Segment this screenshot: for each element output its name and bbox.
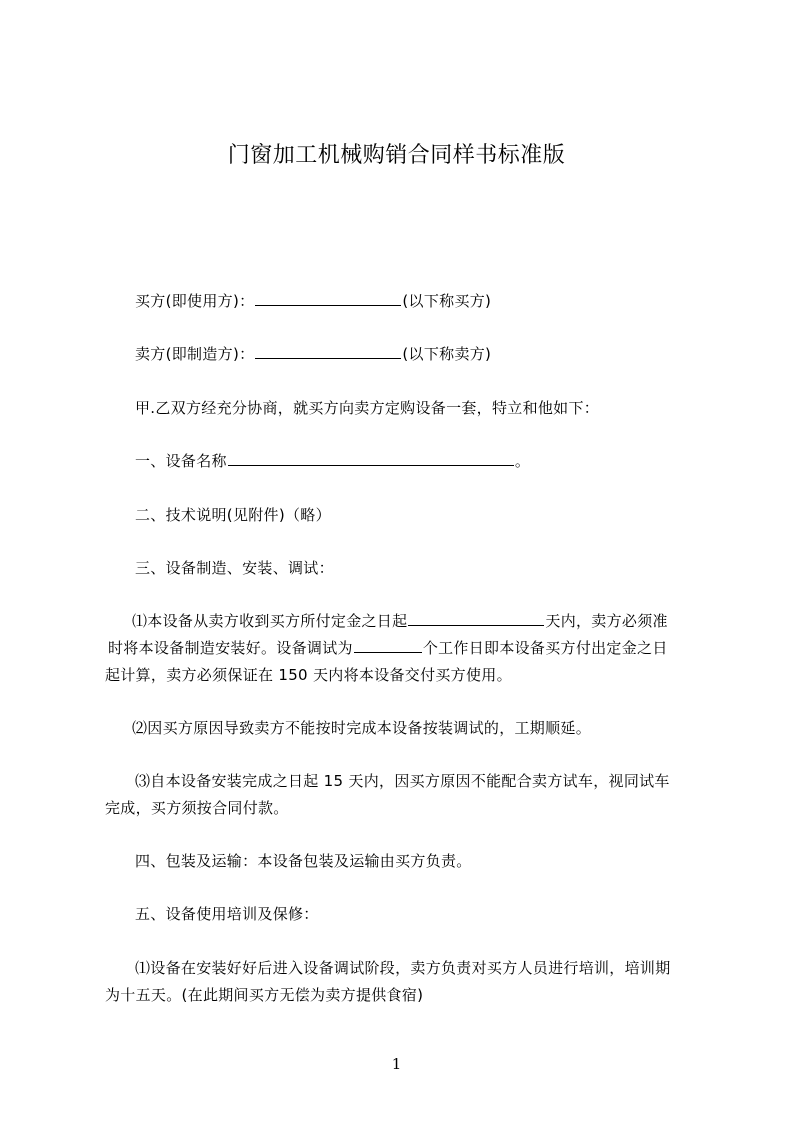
- clause-3-1-blank-workdays: [354, 635, 422, 653]
- clause-3-3-line-1: ⑶自本设备安装完成之日起 15 天内，因买方原因不能配合卖方试车，视同试车: [135, 772, 670, 790]
- clause-3-1-blank-days: [408, 608, 544, 626]
- item-1-line: [135, 448, 745, 475]
- seller-suffix: (以下称卖方): [402, 345, 492, 363]
- document-title: 门窗加工机械购销合同样书标准版: [227, 143, 566, 168]
- item-1-label: 一、设备名称: [135, 452, 227, 470]
- item-5-heading: 五、设备使用培训及保修：: [135, 905, 319, 923]
- clause-3-1-line-3: 起计算，卖方必须保证在 150 天内将本设备交付买方使用。: [105, 666, 512, 684]
- clause-3-3-line-2: 完成，买方须按合同付款。: [105, 799, 289, 817]
- clause-3-1-part-2: 天内，卖方必须准: [545, 612, 668, 630]
- clause-3-1-part-1: ⑴本设备从卖方收到买方所付定金之日起: [132, 612, 408, 630]
- clause-3-1-part-4: 个工作日即本设备买方付出定金之日: [422, 639, 668, 657]
- item-1-blank: [228, 448, 514, 466]
- item-3-heading: 三、设备制造、安装、调试：: [135, 559, 334, 577]
- clause-5-1-line-1: ⑴设备在安装好好后进入设备调试阶段，卖方负责对买方人员进行培训，培训期: [135, 959, 671, 977]
- seller-label: 卖方(即制造方)：: [135, 345, 255, 363]
- clause-3-1-part-3: 时将本设备制造安装好。设备调试为: [108, 639, 353, 657]
- clause-5-1-line-2: 为十五天。(在此期间买方无偿为卖方提供食宿): [105, 986, 424, 1004]
- item-4-paragraph: 四、包装及运输：本设备包装及运输由买方负责。: [135, 852, 472, 870]
- buyer-line: [135, 288, 745, 315]
- clause-3-1-line-2: [108, 635, 718, 662]
- buyer-suffix: (以下称买方): [402, 292, 492, 310]
- clause-3-1-line-1: [132, 608, 742, 635]
- item-1-suffix: 。: [514, 452, 531, 470]
- buyer-label: 买方(即使用方)：: [135, 292, 255, 310]
- clause-3-2: ⑵因买方原因导致卖方不能按时完成本设备按装调试的，工期顺延。: [132, 719, 592, 737]
- seller-line: [135, 341, 745, 368]
- seller-blank: [255, 341, 401, 359]
- page-number: 1: [391, 1055, 402, 1073]
- buyer-blank: [255, 288, 401, 306]
- item-2-heading: 二、技术说明(见附件)（略）: [135, 506, 331, 524]
- intro-paragraph: 甲.乙双方经充分协商，就买方向卖方定购设备一套，特立和他如下：: [135, 399, 600, 417]
